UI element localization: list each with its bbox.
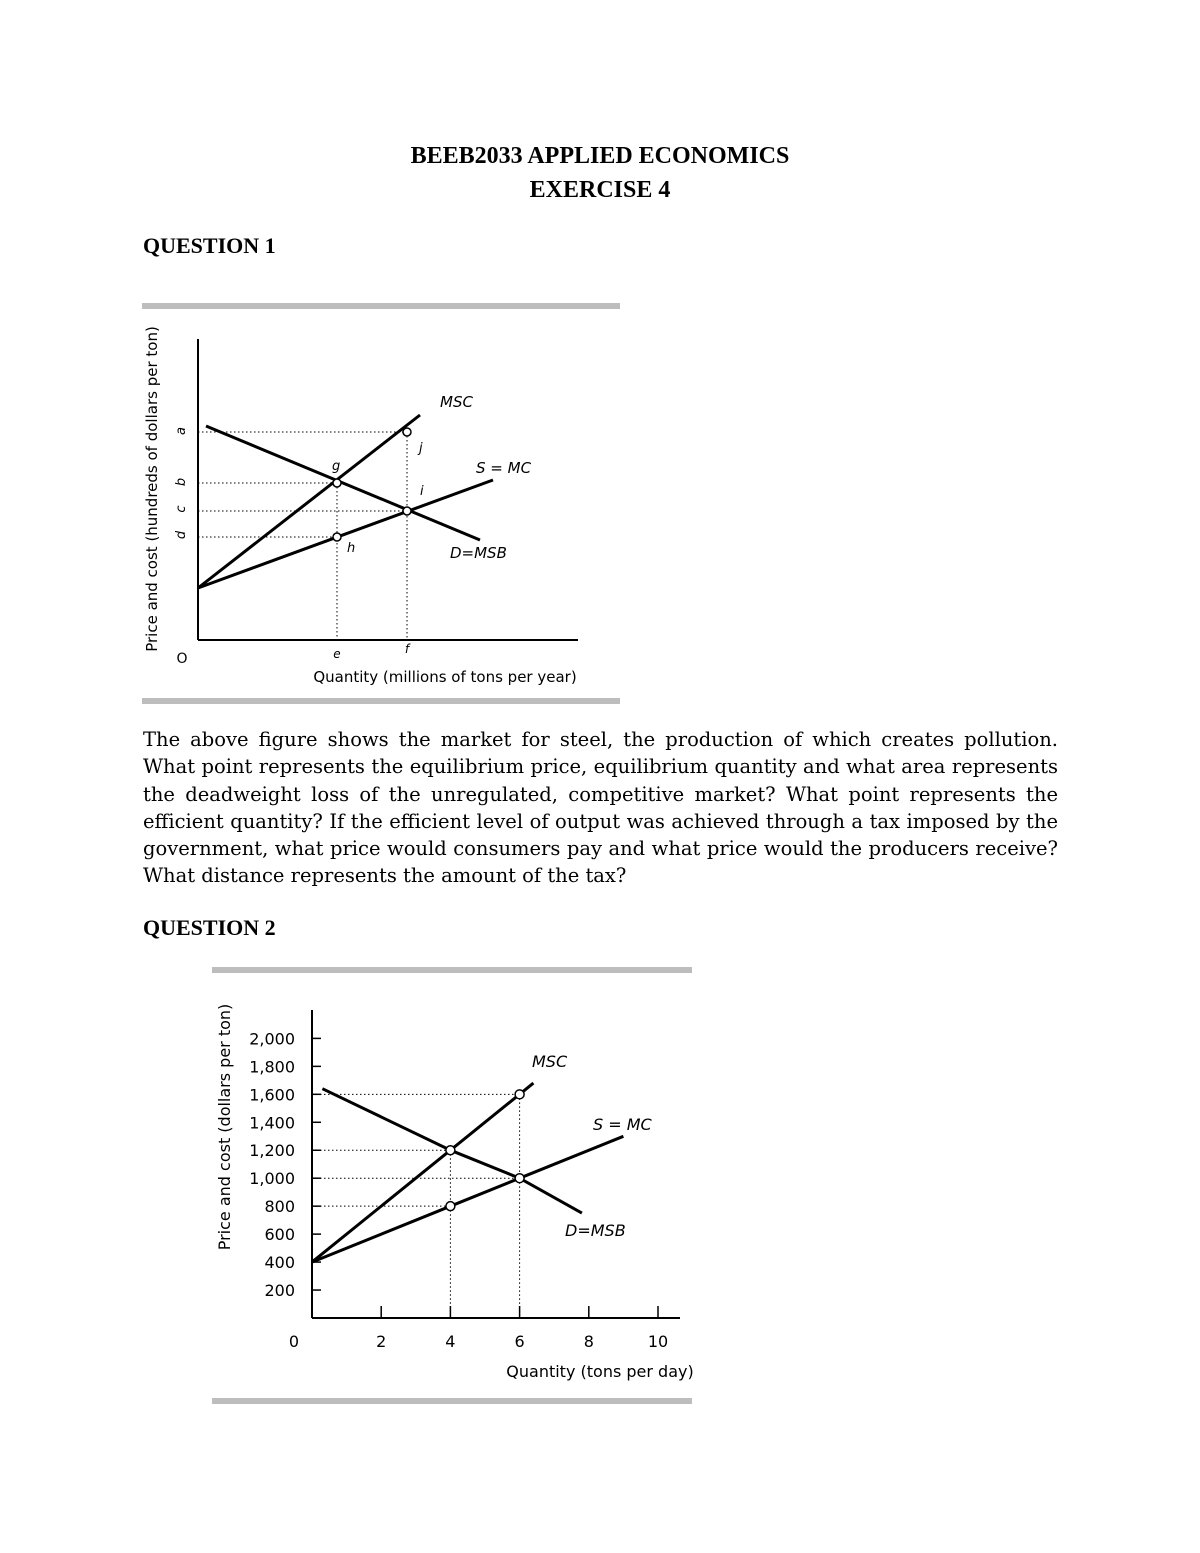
fig1-point-label-j: j [419,441,423,456]
figure-2-top-bar [212,967,692,973]
fig2-y-tick-label-2000: 2,000 [249,1029,295,1049]
fig2-point-1 [446,1146,455,1155]
fig2-origin-label: 0 [288,1332,300,1351]
document-title: BEEB2033 APPLIED ECONOMICS [410,143,790,169]
fig1-supply-line [198,480,493,588]
fig2-y-tick-label-1600: 1,600 [249,1085,295,1105]
figure-2-chart [200,960,700,1410]
fig2-y-tick-label-1200: 1,200 [249,1141,295,1161]
fig2-point-3 [515,1174,524,1183]
fig2-label-supply: S = MC [593,1115,652,1134]
fig2-x-axis-title: Quantity (tons per day) [506,1362,694,1381]
fig2-y-tick-label-600: 600 [264,1225,295,1245]
fig1-origin-label: O [176,651,188,667]
fig2-x-tick-label-2: 2 [376,1332,387,1351]
fig1-label-supply: S = MC [476,459,532,477]
fig1-x-tick-e: e [333,647,341,661]
fig2-x-tick-label-6: 6 [514,1332,525,1351]
fig2-msc-line [312,1083,533,1262]
fig1-point-label-i: i [420,484,424,499]
fig2-label-demand: D=MSB [565,1221,626,1240]
fig2-y-tick-label-800: 800 [264,1197,295,1217]
fig2-x-tick-label-10: 10 [647,1332,669,1351]
fig2-x-tick-label-8: 8 [583,1332,594,1351]
question-1-heading: QUESTION 1 [143,233,276,258]
fig2-point-2 [446,1202,455,1211]
fig1-label-msc: MSC [440,393,473,411]
fig1-point-label-g: g [332,459,341,474]
fig2-y-axis-title: Price and cost (dollars per ton) [215,1003,234,1251]
fig1-point-g [333,479,341,487]
question-2-heading: QUESTION 2 [143,915,276,940]
fig1-y-tick-b: b [174,477,189,487]
figure-1-top-bar [142,303,620,309]
fig1-y-tick-c: c [174,505,189,513]
fig2-y-tick-label-400: 400 [264,1253,295,1273]
fig2-point-4 [515,1090,524,1099]
fig1-point-label-h: h [347,541,356,556]
fig1-x-tick-f: f [404,642,410,656]
fig1-point-h [333,533,341,541]
fig1-y-tick-a: a [174,427,189,435]
fig2-label-msc: MSC [532,1052,568,1071]
fig1-x-axis-title: Quantity (millions of tons per year) [313,668,577,686]
exercise-title: EXERCISE 4 [529,177,671,203]
fig2-y-tick-label-1400: 1,400 [249,1113,295,1133]
fig1-label-demand: D=MSB [450,544,507,562]
fig2-y-tick-label-200: 200 [264,1281,295,1301]
figure-1-chart [130,295,630,715]
fig1-point-i [403,507,411,515]
fig1-point-j [403,428,411,436]
figure-1-bottom-bar [142,698,620,704]
fig2-x-tick-label-4: 4 [445,1332,456,1351]
fig1-y-tick-d: d [174,530,189,540]
fig2-y-tick-label-1800: 1,800 [249,1057,295,1077]
fig2-supply-line [312,1136,623,1262]
question-1-text: The above figure shows the market for steel, the production of which creates pollution. What point represents the equilibrium price, equilibrium quantity and what area represents the deadweight loss of the unregulated, competitive market? What point represents the efficient quantity? If the efficient level of output was achieved through a tax imposed by the government, what price would consumers pay and what price would the producers receive? What distance represents the amount of the tax? [143,728,1058,888]
fig2-y-tick-label-1000: 1,000 [249,1169,295,1189]
fig1-y-axis-title: Price and cost (hundreds of dollars per ton) [143,326,161,652]
figure-2-bottom-bar [212,1398,692,1404]
